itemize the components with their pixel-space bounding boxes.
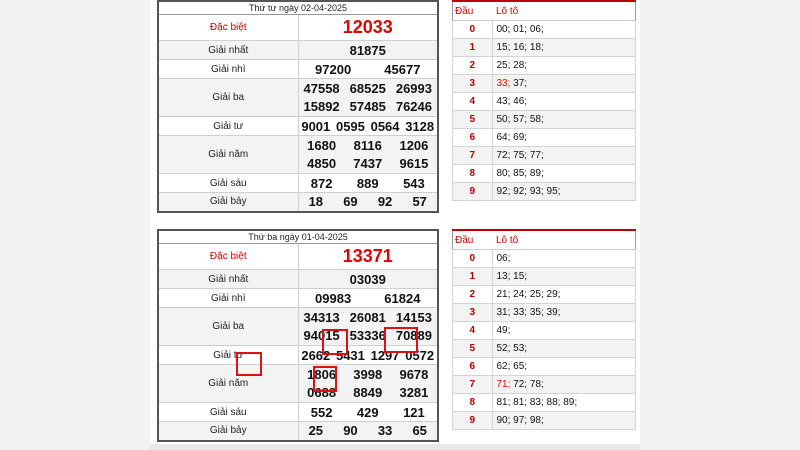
loto-head-digit: 3 bbox=[453, 75, 493, 93]
third-prize: 68525 bbox=[349, 81, 386, 96]
fifth-prize: 3281 bbox=[399, 385, 429, 400]
loto-head-digit: 9 bbox=[453, 412, 493, 430]
sixth-prize: 543 bbox=[403, 175, 425, 191]
fifth-prize: 8116 bbox=[353, 138, 382, 153]
loto-values: 72; 75; 77; bbox=[492, 147, 636, 165]
first-prize: 81875 bbox=[298, 41, 438, 60]
third-prize: 47558 bbox=[303, 81, 340, 96]
loto-head-digit: 6 bbox=[453, 129, 493, 147]
loto-values: 13; 15; bbox=[492, 268, 636, 286]
loto-values: 31; 33; 35; 39; bbox=[492, 304, 636, 322]
loto-value-rest: 72; 78; bbox=[510, 379, 544, 390]
loto-value-highlight: 33; bbox=[496, 78, 511, 89]
third-prize: 26081 bbox=[349, 310, 386, 325]
loto-head-digit: 0 bbox=[453, 250, 493, 268]
fifth-prize: 9678 bbox=[399, 367, 429, 382]
loto-values: 25; 28; bbox=[492, 57, 636, 75]
label-second: Giải nhì bbox=[158, 289, 298, 308]
draw-date: Thứ tư ngày 02-04-2025 bbox=[158, 1, 438, 15]
seventh-prize: 65 bbox=[412, 423, 427, 439]
loto-head-digit: 4 bbox=[453, 322, 493, 340]
header-dau: Đầu bbox=[453, 230, 493, 250]
seventh-prize: 57 bbox=[412, 194, 427, 210]
loto-values bbox=[492, 376, 636, 394]
header-loto: Lô tô bbox=[492, 230, 636, 250]
label-seventh: Giải bảy bbox=[158, 422, 298, 441]
label-fifth: Giải năm bbox=[158, 365, 298, 403]
fifth-prize: 9615 bbox=[399, 156, 429, 171]
result-table-draw1 bbox=[157, 0, 439, 213]
loto-head-digit: 7 bbox=[453, 376, 493, 394]
sixth-prize: 429 bbox=[356, 404, 379, 420]
sixth-prize: 121 bbox=[403, 404, 425, 420]
loto-values: 81; 81; 83; 88; 89; bbox=[492, 394, 636, 412]
label-special: Đặc biệt bbox=[158, 244, 298, 270]
third-prize: 57485 bbox=[349, 99, 386, 114]
loto-values: 64; 69; bbox=[492, 129, 636, 147]
fourth-prize: 0572 bbox=[405, 347, 435, 363]
loto-head-digit: 4 bbox=[453, 93, 493, 111]
loto-values: 15; 16; 18; bbox=[492, 39, 636, 57]
fifth-prize: 1206 bbox=[399, 138, 429, 153]
label-sixth: Giải sáu bbox=[158, 403, 298, 422]
seventh-prize: 69 bbox=[343, 194, 358, 210]
loto-values: 00; 01; 06; bbox=[492, 21, 636, 39]
loto-head-digit: 8 bbox=[453, 394, 493, 412]
seventh-prize: 92 bbox=[377, 194, 393, 210]
fifth-prize: 7437 bbox=[353, 156, 383, 171]
label-first: Giải nhất bbox=[158, 41, 298, 60]
second-prize: 61824 bbox=[384, 290, 421, 306]
header-loto: Lô tô bbox=[492, 1, 636, 21]
highlight-box bbox=[322, 329, 348, 355]
second-prize: 97200 bbox=[315, 61, 352, 77]
highlight-box bbox=[384, 327, 418, 353]
loto-values: 52; 53; bbox=[492, 340, 636, 358]
seventh-prize: 90 bbox=[343, 423, 358, 439]
loto-table-draw2 bbox=[452, 229, 636, 430]
loto-head-digit: 1 bbox=[453, 268, 493, 286]
loto-values: 49; bbox=[492, 322, 636, 340]
seventh-prize: 33 bbox=[377, 423, 393, 439]
loto-head-digit: 2 bbox=[453, 286, 493, 304]
special-prize: 12033 bbox=[298, 15, 438, 41]
fifth-prize: 4850 bbox=[307, 156, 337, 171]
loto-values: 92; 92; 93; 95; bbox=[492, 183, 636, 201]
loto-values: 21; 24; 25; 29; bbox=[492, 286, 636, 304]
seventh-prize: 18 bbox=[308, 194, 324, 210]
draw-date: Thứ ba ngày 01-04-2025 bbox=[158, 230, 438, 244]
loto-head-digit: 5 bbox=[453, 340, 493, 358]
label-fifth: Giải năm bbox=[158, 136, 298, 174]
label-seventh: Giải bảy bbox=[158, 193, 298, 212]
label-third: Giải ba bbox=[158, 79, 298, 117]
fifth-prize: 1680 bbox=[307, 138, 337, 153]
third-prize: 70889 bbox=[395, 328, 432, 343]
label-fourth: Giải tư bbox=[158, 346, 298, 365]
loto-head-digit: 9 bbox=[453, 183, 493, 201]
loto-head-digit: 3 bbox=[453, 304, 493, 322]
third-prize: 26993 bbox=[395, 81, 432, 96]
label-sixth: Giải sáu bbox=[158, 174, 298, 193]
third-prize: 14153 bbox=[395, 310, 432, 325]
loto-head-digit: 0 bbox=[453, 21, 493, 39]
first-prize: 03039 bbox=[298, 270, 438, 289]
loto-value-highlight: 71; bbox=[496, 379, 511, 390]
fifth-prize: 8849 bbox=[353, 385, 383, 400]
fourth-prize: 9001 bbox=[301, 118, 331, 134]
loto-values: 80; 85; 89; bbox=[492, 165, 636, 183]
sixth-prize: 889 bbox=[356, 175, 379, 191]
fourth-prize: 1297 bbox=[370, 347, 400, 363]
fourth-prize: 0564 bbox=[370, 118, 400, 134]
right-gutter bbox=[640, 0, 800, 450]
loto-value-rest: 37; bbox=[510, 78, 528, 89]
label-third: Giải ba bbox=[158, 308, 298, 346]
fifth-prize: 1806 bbox=[307, 367, 337, 382]
second-prize: 45677 bbox=[384, 61, 421, 77]
loto-head-digit: 2 bbox=[453, 57, 493, 75]
loto-head-digit: 8 bbox=[453, 165, 493, 183]
sixth-prize: 552 bbox=[310, 404, 333, 420]
second-prize: 09983 bbox=[315, 290, 352, 306]
loto-values: 50; 57; 58; bbox=[492, 111, 636, 129]
loto-values: 90; 97; 98; bbox=[492, 412, 636, 430]
fourth-prize: 5431 bbox=[335, 347, 365, 363]
loto-values: 06; bbox=[492, 250, 636, 268]
loto-values: 43; 46; bbox=[492, 93, 636, 111]
fourth-prize: 2662 bbox=[301, 347, 331, 363]
loto-head-digit: 1 bbox=[453, 39, 493, 57]
third-prize: 94015 bbox=[303, 328, 340, 343]
label-first: Giải nhất bbox=[158, 270, 298, 289]
seventh-prize: 25 bbox=[308, 423, 324, 439]
header-dau: Đầu bbox=[453, 1, 493, 21]
special-prize: 13371 bbox=[298, 244, 438, 270]
fifth-prize: 3998 bbox=[353, 367, 383, 382]
third-prize: 53336 bbox=[349, 328, 386, 343]
loto-head-digit: 5 bbox=[453, 111, 493, 129]
bottom-strip bbox=[150, 444, 640, 450]
highlight-box bbox=[313, 366, 337, 392]
loto-values bbox=[492, 75, 636, 93]
sixth-prize: 872 bbox=[310, 175, 333, 191]
label-fourth: Giải tư bbox=[158, 117, 298, 136]
highlight-box bbox=[236, 352, 262, 376]
label-special: Đặc biệt bbox=[158, 15, 298, 41]
third-prize: 76246 bbox=[395, 99, 432, 114]
label-second: Giải nhì bbox=[158, 60, 298, 79]
left-gutter bbox=[0, 0, 150, 450]
fourth-prize: 3128 bbox=[405, 118, 435, 134]
fourth-prize: 0595 bbox=[335, 118, 365, 134]
third-prize: 34313 bbox=[303, 310, 340, 325]
third-prize: 15892 bbox=[303, 99, 340, 114]
loto-head-digit: 6 bbox=[453, 358, 493, 376]
loto-values: 62; 65; bbox=[492, 358, 636, 376]
loto-table-draw1 bbox=[452, 0, 636, 201]
fifth-prize: 0688 bbox=[307, 385, 337, 400]
loto-head-digit: 7 bbox=[453, 147, 493, 165]
